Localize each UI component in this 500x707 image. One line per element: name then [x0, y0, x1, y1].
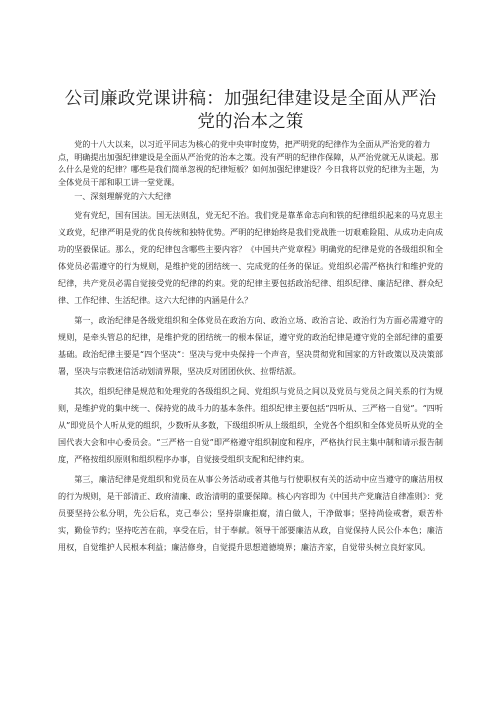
body-paragraph: 党有党纪，国有国法。国无法则乱，党无纪不治。我们党是靠革命志向和铁的纪律组织起来的马克思主义政党，纪律严明是党的优良传统和独特优势。严明的纪律始终是我们党战胜一切艰难险阻、从成功走向成功的坚毅保证。那么，党的纪律包含哪些主要内容？《中国共产党章程》明确党的纪律是党的各级组织和全体党员必需遵守的行为规则，是维护党的团结统一、完成党的任务的保证。党组织必需严格执行和维护党的纪律，共产党员必需自觉接受党的纪律的约束。党的纪律主要包括政治纪律、组织纪律、廉洁纪律、群众纪律、工作纪律、生活纪律。这六大纪律的内涵是什么？ — [58, 209, 443, 305]
section-body — [58, 207, 443, 556]
intro-paragraph: 党的十八大以来，以习近平同志为核心的党中央审时度势，把严明党的纪律作为全面从严治党的着力点，明确提出加强纪律建设是全面从严治党的治本之策。没有严明的纪律作保障，从严治党就无从谈起。那么什么是党的纪律？哪些是我们简单忽视的纪律短板？如何加强纪律建设？今日我将以党的纪律为主题，为全体党员干部和职工讲一堂党课。 — [58, 139, 439, 187]
body-paragraph: 其次，组织纪律是规范和处理党的各级组织之间、党组织与党员之间以及党员与党员之间关系的行为规则，是维护党的集中统一、保持党的战斗力的基本条件。组织纪律主要包括“四听从、三严格一自觉”。“四听从”即党员个人听从党的组织，少数听从多数，下级组织听从上级组织，全党各个组织和全体党员听从党的全国代表大会和中心委员会。“三严格一自觉”即严格遵守组织制度和程序，严格执行民主集中制和请示报告制度，严格按组织原则和组织程序办事，自觉接受组织支配和纪律约束。 — [58, 385, 443, 464]
body-paragraph: 第三，廉洁纪律是党组织和党员在从事公务活动或者其他与行使职权有关的活动中应当遵守的廉洁用权的行为规则，是干部清正、政府清廉、政治清明的重要保障。核心内容即为《中国共产党廉洁自律准则》：党员要坚持公私分明，先公后私，克己奉公；坚持崇廉拒腐，清白做人，干净做事；坚持尚俭戒奢，艰苦朴实，勤俭节约；坚持吃苦在前，享受在后，甘于奉献。领导干部要廉洁从政，自觉保持人民公仆本色；廉洁用权，自觉维护人民根本利益；廉洁修身，自觉提升思想道德境界；廉洁齐家，自觉带头树立良好家风。 — [58, 473, 443, 552]
intro-block — [58, 138, 443, 188]
document-page — [58, 88, 443, 559]
body-paragraph: 第一，政治纪律是各级党组织和全体党员在政治方向、政治立场、政治言论、政治行为方面必需遵守的规则，是牵头管总的纪律，是维护党的团结统一的根本保证，遵守党的政治纪律是遵守党的全部纪律的重要基础。政治纪律主要是“四个坚决”：坚决与党中央保持一个声音，坚决贯彻党和国家的方针政策以及决策部署，坚决与宗教迷信活动划清界限，坚决反对团团伙伙、拉帮结派。 — [58, 314, 443, 376]
section-heading: 一、深刻理解党的六大纪律 — [74, 191, 172, 202]
document-title: 公司廉政党课讲稿：加强纪律建设是全面从严治党的治本之策 — [64, 89, 437, 132]
